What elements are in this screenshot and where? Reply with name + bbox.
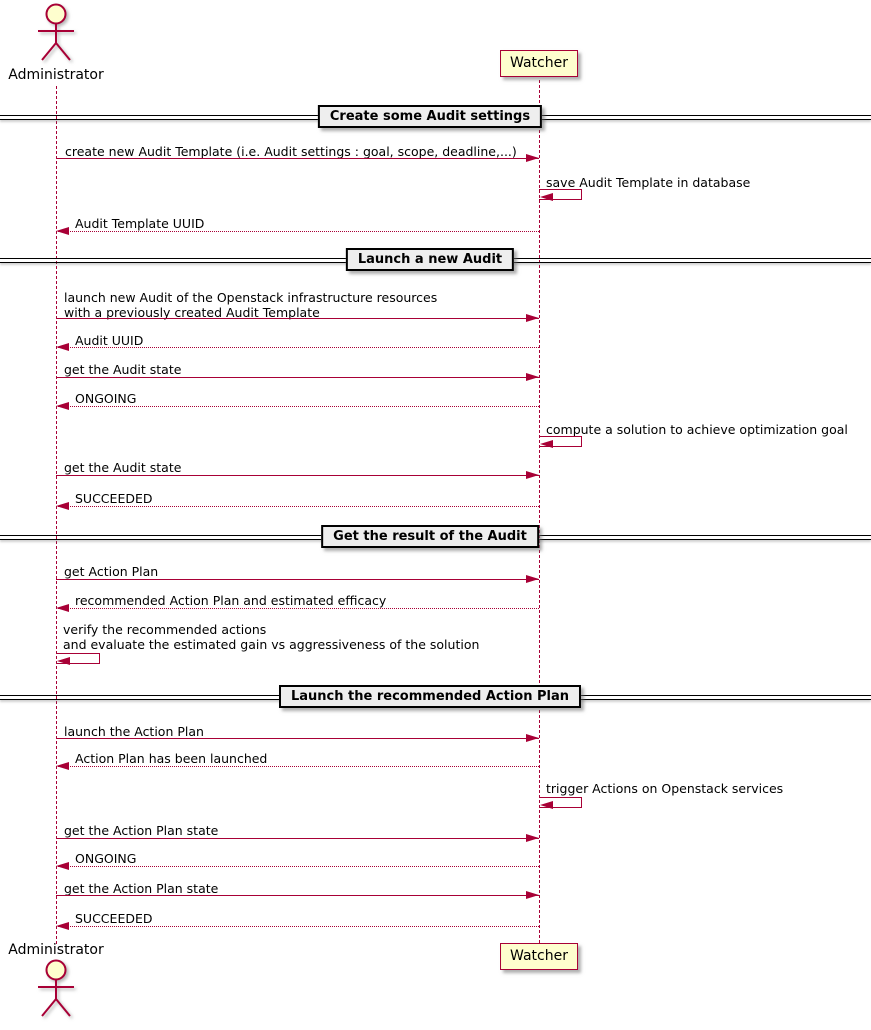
message-line [56,838,539,839]
arrowhead-left-icon [56,227,69,235]
message-text: trigger Actions on Openstack services [546,781,784,796]
actor-label-bottom: Administrator [8,942,104,958]
message-text: Audit Template UUID [75,216,205,231]
arrowhead-right-icon [526,314,539,322]
message-line [56,579,539,580]
arrowhead-left-icon [56,402,69,410]
message-line [56,895,539,896]
arrowhead-right-icon [526,471,539,479]
message-line [56,926,539,927]
message-line [56,608,539,609]
message-text: create new Audit Template (i.e. Audit settings : goal, scope, deadline,...) [65,144,517,159]
divider-label-create-audit-settings: Create some Audit settings [318,105,542,128]
arrowhead-left-icon [56,343,69,351]
message-text: compute a solution to achieve optimization goal [546,422,848,437]
divider-label-launch-new-audit: Launch a new Audit [346,248,514,271]
message-line [56,347,539,348]
divider-label-get-audit-result: Get the result of the Audit [321,525,539,548]
arrowhead-left-icon [57,657,70,665]
lifeline-watcher [539,80,540,943]
message-text: recommended Action Plan and estimated efficacy [75,593,387,608]
message-text: ONGOING [75,391,137,406]
message-text: get the Audit state [64,460,182,475]
message-text: get the Action Plan state [64,823,219,838]
message-text: save Audit Template in database [546,175,751,190]
message-text: SUCCEEDED [75,911,153,926]
participant-watcher-top: Watcher [500,50,578,77]
message-text: Audit UUID [75,333,144,348]
message-line [56,475,539,476]
message-text: get the Audit state [64,362,182,377]
message-text: get the Action Plan state [64,881,219,896]
administrator-actor-icon [31,3,81,65]
message-text: and evaluate the estimated gain vs aggressiveness of the solution [63,637,480,652]
lifeline-administrator [56,86,57,944]
arrowhead-left-icon [56,604,69,612]
arrowhead-right-icon [526,891,539,899]
message-text: SUCCEEDED [75,491,153,506]
arrowhead-right-icon [526,734,539,742]
arrowhead-right-icon [526,154,539,162]
arrowhead-right-icon [526,575,539,583]
arrowhead-left-icon [56,762,69,770]
message-line [56,318,539,319]
actor-label-top: Administrator [8,67,104,83]
message-text: Action Plan has been launched [75,751,268,766]
arrowhead-right-icon [526,373,539,381]
arrowhead-left-icon [540,801,553,809]
message-line [56,506,539,507]
arrowhead-left-icon [56,502,69,510]
divider-label-launch-action-plan: Launch the recommended Action Plan [279,685,581,708]
message-text: launch the Action Plan [64,724,204,739]
arrowhead-right-icon [526,834,539,842]
participant-watcher-bottom: Watcher [500,943,578,970]
arrowhead-left-icon [540,440,553,448]
message-text: with a previously created Audit Template [64,305,320,320]
message-line [56,231,539,232]
message-text: get Action Plan [64,564,159,579]
arrowhead-left-icon [56,862,69,870]
message-line [56,377,539,378]
arrowhead-left-icon [540,193,553,201]
message-line [56,766,539,767]
arrowhead-left-icon [56,922,69,930]
message-text: launch new Audit of the Openstack infrastructure resources [64,290,438,305]
administrator-actor-icon [31,959,81,1021]
message-line [56,866,539,867]
message-text: verify the recommended actions [63,622,267,637]
message-line [56,406,539,407]
message-line [56,158,539,159]
message-line [56,738,539,739]
message-text: ONGOING [75,851,137,866]
